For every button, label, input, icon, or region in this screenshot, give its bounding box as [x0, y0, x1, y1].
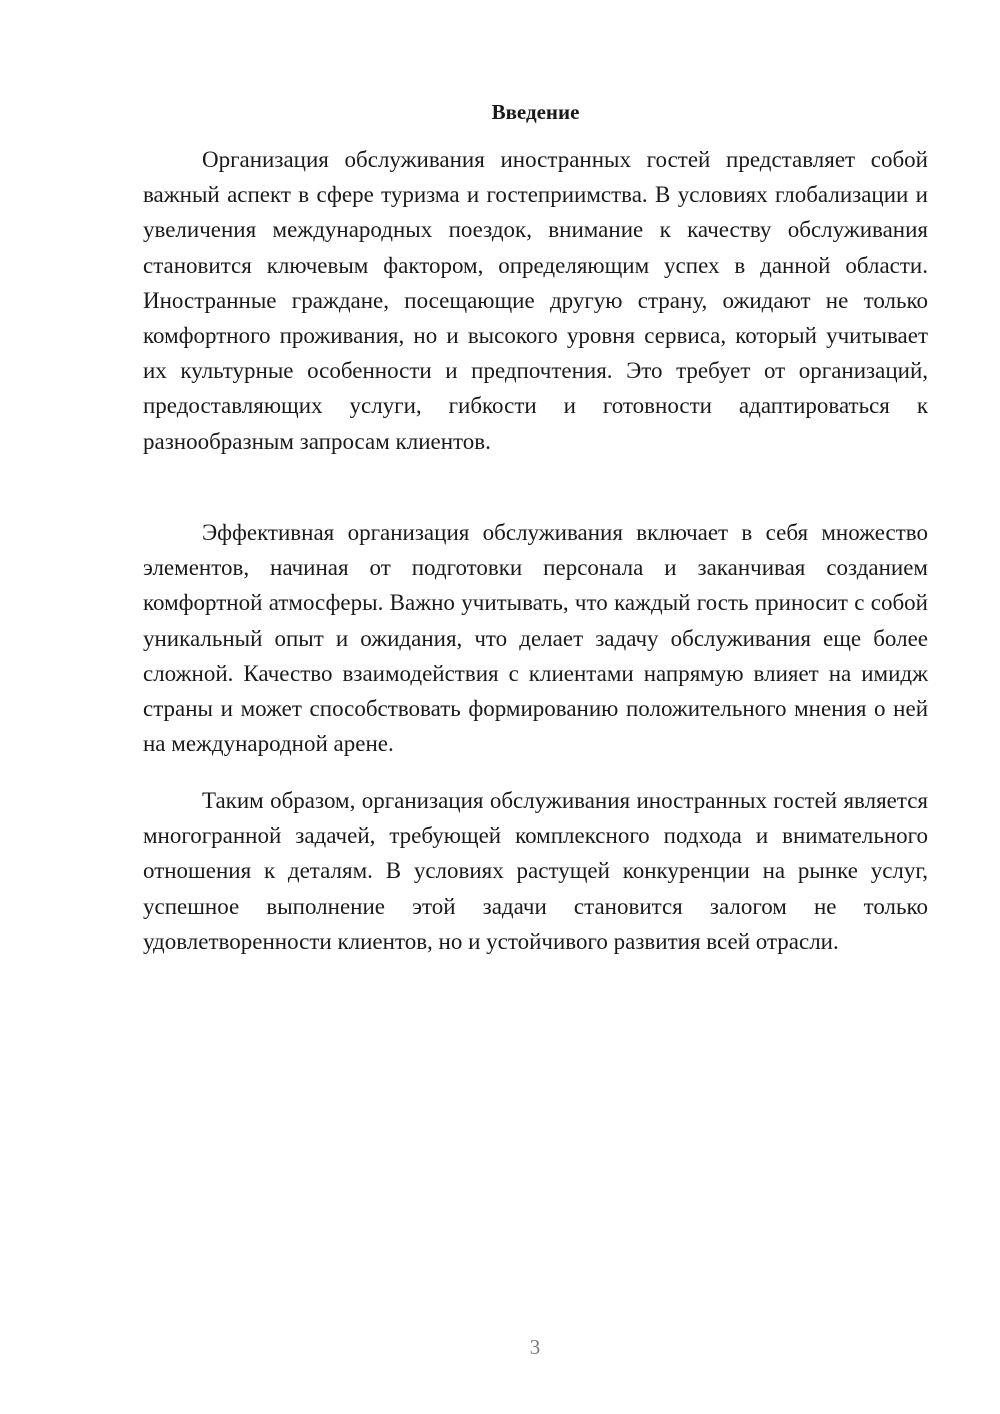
paragraph-2: Эффективная организация обслуживания включает в себя множество элементов, начиная от подготовки персонала и заканчивая созданием комфортной атмосферы. Важно учитывать, что каждый гость приносит с собой уникальный опыт и ожидания, что делает задачу обслуживания еще более сложной. Качество взаимодействия с клиентами напрямую влияет на имидж страны и может способствовать формированию положительного мнения о ней на международной арене.: [143, 520, 928, 757]
page-number: 3: [529, 1335, 541, 1359]
paragraph-1: Организация обслуживания иностранных гостей представляет собой важный аспект в сфере туризма и гостеприимства. В условиях глобализации и увеличения международных поездок, внимание к качеству обслуживания становится ключевым фактором, определяющим успех в данной области. Иностранные граждане, посещающие другую страну, ожидают не только комфортного проживания, но и высокого уровня сервиса, который учитывает их культурные особенности и предпочтения. Это требует от организаций, предоставляющих услуги, гибкости и готовности адаптироваться к разнообразным запросам клиентов.: [143, 147, 928, 454]
paragraph-3: Таким образом, организация обслуживания иностранных гостей является многогранной задачей, требующей комплексного подхода и внимательного отношения к деталям. В условиях растущей конкуренции на рынке услуг, успешное выполнение этой задачи становится залогом не только удовлетворенности клиентов, но и устойчивого развития всей отрасли.: [143, 788, 928, 954]
section-heading: Введение: [491, 100, 580, 124]
